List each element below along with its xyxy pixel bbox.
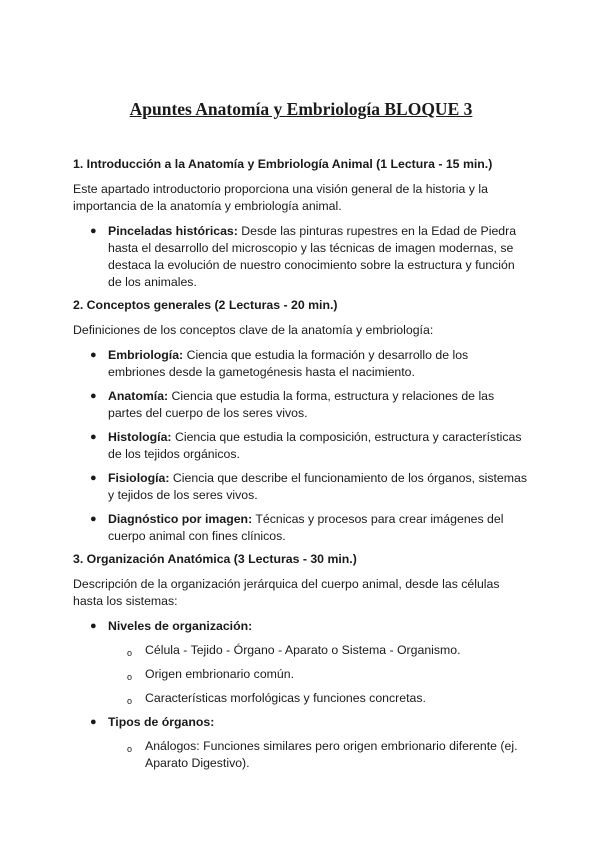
section-3-heading: 3. Organización Anatómica (3 Lecturas - 30 min.) <box>73 552 357 566</box>
circle-bullet-icon: o <box>127 696 133 706</box>
item-label: Anatomía: <box>108 389 169 403</box>
item-label: Histología: <box>108 430 172 444</box>
bullet-icon: ● <box>90 513 97 525</box>
sub-list-item <box>73 666 529 683</box>
list-item <box>73 223 529 291</box>
item-label: Diagnóstico por imagen: <box>108 512 253 526</box>
section-1-heading: 1. Introducción a la Anatomía y Embriología Animal (1 Lectura - 15 min.) <box>73 157 493 171</box>
section-1-intro: Este apartado introductorio proporciona una visión general de la historia y la importancia de la anatomía y embriología animal. <box>73 182 488 213</box>
section-1-list <box>73 223 529 291</box>
item-label: Niveles de organización: <box>108 619 253 633</box>
sub-item-text: Célula - Tejido - Órgano - Aparato o Sistema - Organismo. <box>145 643 461 657</box>
item-label: Tipos de órganos: <box>108 715 215 729</box>
section-2-intro: Definiciones de los conceptos clave de la anatomía y embriología: <box>73 323 434 337</box>
bullet-icon: ● <box>90 620 97 632</box>
sub-item-text: Características morfológicas y funciones concretas. <box>145 691 426 705</box>
sub-item-text: Análogos: Funciones similares pero origen embrionario diferente (ej. Aparato Digestivo). <box>145 739 518 770</box>
list-item <box>73 429 529 463</box>
sub-list-item <box>73 690 529 707</box>
list-item <box>73 470 529 504</box>
levels-sublist <box>73 642 529 707</box>
section-2-heading: 2. Conceptos generales (2 Lecturas - 20 min.) <box>73 298 338 312</box>
list-item <box>73 388 529 422</box>
sub-item-text: Origen embrionario común. <box>145 667 294 681</box>
circle-bullet-icon: o <box>127 672 133 682</box>
document-title: Apuntes Anatomía y Embriología BLOQUE 3 <box>129 99 473 119</box>
sub-list-item <box>73 642 529 659</box>
item-text: Desde las pinturas rupestres en la Edad de Piedra hasta el desarrollo del microscopio y las técnicas de imagen modernas, se destaca la evolución de nuestro conocimiento sobre la estructura y función de los animales. <box>108 224 517 289</box>
section-3-intro: Descripción de la organización jerárquica del cuerpo animal, desde las células hasta los sistemas: <box>73 577 500 608</box>
circle-bullet-icon: o <box>127 744 133 754</box>
organs-sublist <box>73 738 529 772</box>
list-item <box>73 714 529 731</box>
item-label: Pinceladas históricas: <box>108 224 238 238</box>
item-label: Embriología: <box>108 348 184 362</box>
item-text: Ciencia que estudia la forma, estructura y relaciones de las partes del cuerpo de los seres vivos. <box>108 389 495 420</box>
item-text: Ciencia que estudia la formación y desarrollo de los embriones desde la gametogénesis hasta el nacimiento. <box>108 348 469 379</box>
list-item <box>73 347 529 381</box>
item-text: Ciencia que describe el funcionamiento de los órganos, sistemas y tejidos de los seres vivos. <box>108 471 527 502</box>
item-text: Técnicas y procesos para crear imágenes del cuerpo animal con fines clínicos. <box>108 512 504 543</box>
list-item <box>73 511 529 545</box>
organs-list <box>73 714 529 731</box>
circle-bullet-icon: o <box>127 648 133 658</box>
list-item <box>73 618 529 635</box>
section-2-list <box>73 347 529 545</box>
bullet-icon: ● <box>90 716 97 728</box>
item-label: Fisiología: <box>108 471 170 485</box>
bullet-icon: ● <box>90 225 97 237</box>
bullet-icon: ● <box>90 349 97 361</box>
bullet-icon: ● <box>90 431 97 443</box>
sub-list-item <box>73 738 529 772</box>
item-text: Ciencia que estudia la composición, estructura y características de los tejidos orgánicos. <box>108 430 522 461</box>
section-3-list <box>73 618 529 635</box>
bullet-icon: ● <box>90 390 97 402</box>
bullet-icon: ● <box>90 472 97 484</box>
